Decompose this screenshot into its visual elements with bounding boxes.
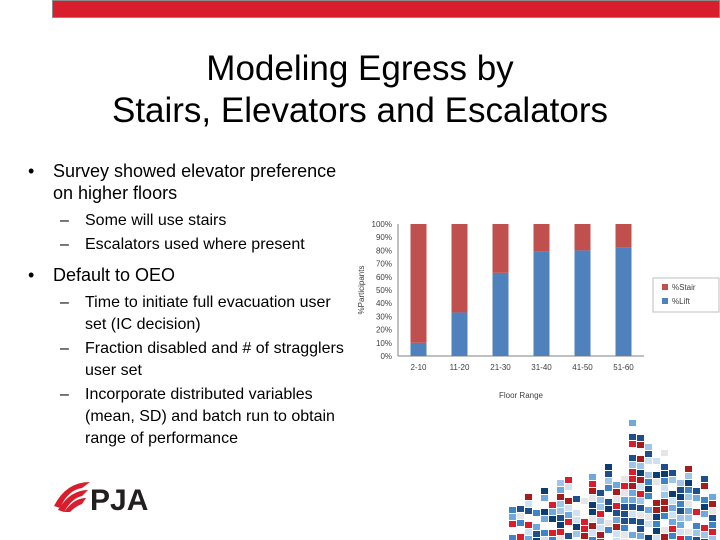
bullet-default-oeo: • Default to OEO: [28, 264, 348, 286]
mosaic-tile: [565, 526, 572, 532]
mosaic-tile: [517, 527, 524, 533]
mosaic-tile: [565, 491, 572, 497]
mosaic-tile: [693, 488, 700, 494]
mosaic-tile: [541, 502, 548, 508]
mosaic-tile: [661, 520, 668, 526]
mosaic-tile: [605, 485, 612, 491]
mosaic-tile: [629, 462, 636, 468]
bar-lift: [452, 312, 468, 356]
mosaic-tile: [645, 528, 652, 534]
mosaic-tile: [685, 480, 692, 486]
mosaic-tile: [589, 488, 596, 494]
mosaic-tile: [637, 519, 644, 525]
mosaic-tile: [669, 470, 676, 476]
mosaic-tile: [549, 530, 556, 536]
mosaic-tile: [677, 480, 684, 486]
mosaic-tile: [597, 511, 604, 517]
sub-bullet-escalators: – Escalators used where present: [60, 236, 305, 253]
bar-lift: [493, 273, 509, 356]
mosaic-tile: [629, 518, 636, 524]
y-tick-label: 70%: [375, 259, 392, 269]
mosaic-tile: [589, 481, 596, 487]
mosaic-tile: [637, 533, 644, 539]
mosaic-tile: [597, 532, 604, 538]
mosaic-tile: [637, 456, 644, 462]
mosaic-tile: [693, 502, 700, 508]
mosaic-tile: [653, 500, 660, 506]
mosaic-tile: [517, 506, 524, 512]
mosaic-tile: [669, 505, 676, 511]
mosaic-tile: [701, 497, 708, 503]
mosaic-tile: [677, 487, 684, 493]
mosaic-tile: [661, 450, 668, 456]
mosaic-tile: [701, 518, 708, 524]
mosaic-tile: [701, 490, 708, 496]
mosaic-tile: [685, 529, 692, 535]
mosaic-tile: [669, 477, 676, 483]
mosaic-tile: [685, 536, 692, 540]
mosaic-tile: [653, 535, 660, 540]
mosaic-tile: [693, 495, 700, 501]
logo-text: PJA: [90, 484, 149, 514]
mosaic-tile: [581, 484, 588, 490]
y-tick-label: 0%: [380, 352, 392, 361]
y-tick-label: 80%: [375, 246, 392, 256]
mosaic-tile: [573, 496, 580, 502]
mosaic-tile: [645, 535, 652, 540]
mosaic-tile: [637, 491, 644, 497]
mosaic-tile: [541, 509, 548, 515]
mosaic-tile: [589, 502, 596, 508]
mosaic-tile: [701, 532, 708, 538]
mosaic-tile: [661, 534, 668, 540]
sub-bullet-text: Fraction disabled and # of stragglers user set: [85, 340, 344, 379]
mosaic-tile: [709, 515, 716, 521]
mosaic-tile: [621, 525, 628, 531]
mosaic-tile: [533, 517, 540, 523]
mosaic-tile: [557, 487, 564, 493]
sub-bullet-distributed: – Incorporate distributed variables (mean, SD) and batch run to obtain range of performance: [60, 386, 335, 447]
mosaic-tile: [677, 522, 684, 528]
mosaic-tile: [653, 458, 660, 464]
mosaic-tile: [541, 523, 548, 529]
mosaic-tile: [557, 529, 564, 535]
mosaic-tile: [629, 525, 636, 531]
mosaic-tile: [677, 529, 684, 535]
sub-bullet-fraction: – Fraction disabled and # of stragglers user set: [60, 340, 344, 379]
mosaic-tile: [677, 508, 684, 514]
bar-stair: [534, 224, 550, 252]
mosaic-tile: [557, 480, 564, 486]
mosaic-tile: [637, 477, 644, 483]
x-axis-label: Floor Range: [498, 391, 544, 400]
mosaic-tile: [589, 509, 596, 515]
mosaic-tile: [573, 503, 580, 509]
bar-stair: [493, 224, 509, 273]
mosaic-tile: [709, 508, 716, 514]
legend-swatch: [662, 298, 668, 304]
mosaic-tile: [637, 498, 644, 504]
mosaic-tile: [605, 464, 612, 470]
mosaic-tile: [685, 522, 692, 528]
mosaic-tile: [629, 469, 636, 475]
y-tick-label: 40%: [375, 299, 392, 309]
mosaic-tile: [637, 449, 644, 455]
mosaic-tile: [645, 465, 652, 471]
mosaic-tile: [685, 494, 692, 500]
mosaic-tile: [661, 506, 668, 512]
mosaic-tile: [589, 474, 596, 480]
mosaic-tile: [541, 488, 548, 494]
chart-legend: [653, 278, 719, 312]
sub-bullet-text: Incorporate distributed variables (mean, SD) and batch run to obtain range of performance: [85, 386, 335, 447]
mosaic-tile: [509, 507, 516, 513]
x-tick-label: 2-10: [410, 363, 427, 372]
mosaic-tile: [637, 484, 644, 490]
mosaic-tile: [629, 441, 636, 447]
sub-bullet-text: Time to initiate full evacuation user set (IC decision): [85, 294, 331, 333]
mosaic-tile: [629, 483, 636, 489]
x-tick-label: 11-20: [449, 363, 470, 372]
mosaic-tile: [621, 476, 628, 482]
y-tick-label: 20%: [375, 325, 392, 335]
mosaic-tile: [581, 491, 588, 497]
mosaic-tile: [629, 497, 636, 503]
mosaic-tile: [661, 478, 668, 484]
mosaic-tile: [653, 493, 660, 499]
mosaic-tile: [509, 521, 516, 527]
mosaic-tile: [709, 529, 716, 535]
mosaic-tile: [573, 524, 580, 530]
mosaic-tile: [669, 533, 676, 539]
mosaic-tile: [605, 520, 612, 526]
mosaic-tile: [677, 515, 684, 521]
mosaic-tile: [581, 533, 588, 539]
mosaic-tile: [709, 494, 716, 500]
mosaic-tile: [605, 513, 612, 519]
mosaic-tile: [581, 505, 588, 511]
mosaic-tile: [613, 524, 620, 530]
mosaic-tile: [709, 536, 716, 540]
mosaic-tile: [645, 458, 652, 464]
legend-label: %Stair: [672, 283, 696, 292]
x-tick-label: 31-40: [531, 363, 552, 372]
mosaic-tile: [669, 498, 676, 504]
mosaic-tile: [669, 519, 676, 525]
mosaic-tile: [693, 516, 700, 522]
mosaic-tile: [629, 434, 636, 440]
mosaic-tile: [509, 500, 516, 506]
mosaic-tile: [517, 534, 524, 540]
x-tick-label: 51-60: [613, 363, 634, 372]
mosaic-tile: [605, 534, 612, 540]
mosaic-tile: [701, 504, 708, 510]
mosaic-tile: [541, 516, 548, 522]
mosaic-tile: [605, 492, 612, 498]
mosaic-tile: [589, 516, 596, 522]
mosaic-tile: [613, 503, 620, 509]
mosaic-tile: [629, 490, 636, 496]
mosaic-tile: [589, 523, 596, 529]
mosaic-tile: [525, 536, 532, 540]
pja-logo: [52, 478, 164, 514]
mosaic-tile: [653, 528, 660, 534]
sub-bullet-text: Some will use stairs: [85, 212, 227, 229]
mosaic-tile: [565, 484, 572, 490]
mosaic-tile: [621, 511, 628, 517]
mosaic-tile: [637, 442, 644, 448]
bullet-survey: • Survey showed elevator preference on higher floors: [28, 160, 348, 204]
mosaic-tile: [525, 494, 532, 500]
mosaic-tile: [557, 508, 564, 514]
mosaic-tile: [509, 535, 516, 540]
mosaic-tile: [701, 483, 708, 489]
mosaic-tile: [709, 522, 716, 528]
mosaic-tile: [685, 501, 692, 507]
mosaic-tile: [645, 486, 652, 492]
mosaic-tile: [613, 482, 620, 488]
mosaic-tile: [629, 448, 636, 454]
mosaic-tile: [621, 504, 628, 510]
y-tick-label: 90%: [375, 233, 392, 243]
mosaic-tile: [597, 525, 604, 531]
mosaic-tile: [661, 464, 668, 470]
y-axis-label: %Participants: [357, 265, 366, 315]
mosaic-tile: [653, 514, 660, 520]
floor-range-chart: [348, 212, 720, 402]
mosaic-tile: [581, 526, 588, 532]
bar-stair: [575, 224, 591, 250]
mosaic-tile: [621, 490, 628, 496]
y-tick-label: 100%: [371, 220, 392, 229]
mosaic-tile: [645, 444, 652, 450]
mosaic-tile: [629, 420, 636, 426]
title-line-2: Stairs, Elevators and Escalators: [111, 91, 609, 130]
mosaic-tile: [565, 498, 572, 504]
mosaic-tile: [565, 533, 572, 539]
mosaic-tile: [637, 512, 644, 518]
mosaic-tile: [669, 491, 676, 497]
mosaic-tile: [629, 511, 636, 517]
mosaic-tile: [565, 505, 572, 511]
mosaic-tile: [613, 489, 620, 495]
mosaic-tile: [581, 498, 588, 504]
mosaic-tile: [637, 435, 644, 441]
mosaic-tile: [661, 485, 668, 491]
mosaic-tile: [605, 471, 612, 477]
mosaic-tile: [621, 483, 628, 489]
mosaic-tile: [637, 526, 644, 532]
mosaic-tile: [597, 497, 604, 503]
mosaic-tile: [669, 512, 676, 518]
mosaic-tile: [653, 465, 660, 471]
mosaic-tile: [613, 517, 620, 523]
mosaic-tile: [613, 531, 620, 537]
mosaic-tile: [661, 499, 668, 505]
title-line-1: Modeling Egress by: [206, 49, 514, 88]
y-tick-label: 10%: [375, 338, 392, 348]
mosaic-tile: [653, 521, 660, 527]
mosaic-tile: [621, 497, 628, 503]
mosaic-tile: [637, 428, 644, 434]
mosaic-tile: [629, 532, 636, 538]
mosaic-tile: [653, 472, 660, 478]
mosaic-tile: [693, 509, 700, 515]
mosaic-tile: [701, 476, 708, 482]
mosaic-tile: [541, 530, 548, 536]
mosaic-tile: [541, 495, 548, 501]
logo-swoosh-icon: [54, 482, 90, 512]
mosaic-tile: [637, 505, 644, 511]
sub-bullet-text: Escalators used where present: [85, 236, 305, 253]
bar-lift: [616, 248, 632, 356]
mosaic-tile: [653, 486, 660, 492]
mosaic-tile: [605, 478, 612, 484]
mosaic-tile: [701, 525, 708, 531]
mosaic-tile: [637, 470, 644, 476]
bar-lift: [534, 252, 550, 356]
mosaic-tile: [509, 514, 516, 520]
mosaic-tile: [661, 513, 668, 519]
mosaic-tile: [685, 515, 692, 521]
bar-stair: [616, 224, 632, 248]
mosaic-tile: [637, 463, 644, 469]
mosaic-tile: [581, 512, 588, 518]
mosaic-tile: [701, 511, 708, 517]
mosaic-tile: [653, 479, 660, 485]
mosaic-tile: [565, 512, 572, 518]
mosaic-tile: [557, 536, 564, 540]
mosaic-tile: [669, 484, 676, 490]
mosaic-tile: [613, 496, 620, 502]
mosaic-tile: [581, 519, 588, 525]
mosaic-tile: [509, 528, 516, 534]
mosaic-tile: [549, 509, 556, 515]
mosaic-tile: [605, 527, 612, 533]
mosaic-tile: [557, 501, 564, 507]
bullet-list: [28, 160, 348, 452]
bar-lift: [411, 343, 427, 356]
mosaic-tile: [685, 466, 692, 472]
mosaic-tile: [629, 455, 636, 461]
mosaic-tile: [629, 504, 636, 510]
mosaic-tile: [693, 523, 700, 529]
mosaic-tile: [677, 536, 684, 540]
legend-label: %Lift: [672, 297, 690, 306]
mosaic-tile: [517, 513, 524, 519]
mosaic-tile: [645, 472, 652, 478]
mosaic-tile: [549, 523, 556, 529]
mosaic-tile: [589, 530, 596, 536]
mosaic-tile: [621, 532, 628, 538]
mosaic-tile: [533, 510, 540, 516]
mosaic-tile: [605, 506, 612, 512]
bar-stair: [452, 224, 468, 312]
bar-stair: [411, 224, 427, 343]
mosaic-tile: [525, 522, 532, 528]
mosaic-tile: [685, 473, 692, 479]
mosaic-tile: [597, 490, 604, 496]
mosaic-tile: [565, 519, 572, 525]
mosaic-tile: [525, 501, 532, 507]
mosaic-tile: [517, 520, 524, 526]
mosaic-tile: [525, 508, 532, 514]
mosaic-tile: [661, 471, 668, 477]
mosaic-tile: [533, 524, 540, 530]
mosaic-tile: [573, 510, 580, 516]
mosaic-tile: [557, 494, 564, 500]
bar-lift: [575, 250, 591, 356]
mosaic-tile: [613, 510, 620, 516]
mosaic-tile: [645, 451, 652, 457]
mosaic-tile: [565, 470, 572, 476]
mosaic-tile: [621, 518, 628, 524]
decorative-mosaic: [505, 418, 720, 540]
mosaic-tile: [661, 457, 668, 463]
mosaic-tile: [645, 479, 652, 485]
mosaic-tile: [557, 522, 564, 528]
mosaic-tile: [629, 427, 636, 433]
mosaic-tile: [605, 499, 612, 505]
mosaic-tile: [677, 501, 684, 507]
mosaic-tile: [533, 531, 540, 537]
mosaic-tile: [557, 515, 564, 521]
mosaic-tile: [653, 507, 660, 513]
mosaic-tile: [573, 531, 580, 537]
mosaic-tile: [589, 495, 596, 501]
mosaic-tile: [549, 516, 556, 522]
x-tick-label: 41-50: [572, 363, 593, 372]
mosaic-tile: [661, 527, 668, 533]
mosaic-tile: [565, 477, 572, 483]
header-bar: [52, 0, 720, 18]
mosaic-tile: [661, 492, 668, 498]
mosaic-tile: [573, 517, 580, 523]
mosaic-tile: [645, 493, 652, 499]
mosaic-tile: [645, 500, 652, 506]
mosaic-tile: [685, 487, 692, 493]
y-tick-label: 50%: [375, 286, 392, 295]
mosaic-tile: [525, 515, 532, 521]
y-tick-label: 60%: [375, 272, 392, 282]
y-tick-label: 30%: [375, 312, 392, 322]
mosaic-tile: [525, 529, 532, 535]
sub-bullet-time: – Time to initiate full evacuation user set (IC decision): [60, 294, 331, 333]
mosaic-tile: [597, 504, 604, 510]
slide-title: [0, 48, 720, 132]
mosaic-tile: [669, 526, 676, 532]
legend-swatch: [662, 284, 668, 290]
mosaic-tile: [645, 507, 652, 513]
x-tick-label: 21-30: [490, 363, 511, 372]
mosaic-tile: [549, 502, 556, 508]
mosaic-tile: [693, 530, 700, 536]
mosaic-tile: [645, 521, 652, 527]
mosaic-tile: [685, 508, 692, 514]
mosaic-tile: [597, 518, 604, 524]
mosaic-tile: [677, 494, 684, 500]
mosaic-tile: [709, 501, 716, 507]
sub-bullet-stairs: – Some will use stairs: [60, 212, 227, 229]
mosaic-tile: [629, 476, 636, 482]
mosaic-tile: [645, 514, 652, 520]
